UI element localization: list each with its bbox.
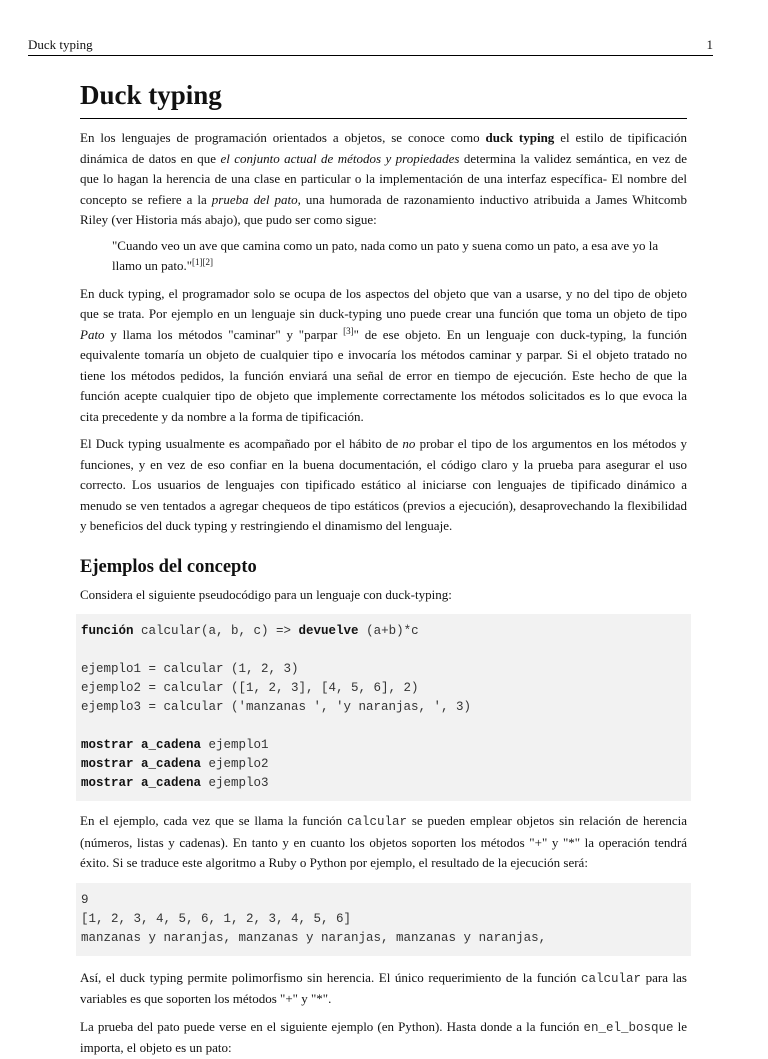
intro-text-2: el estilo de tipificación dinámica de datos en que [80,130,687,166]
quote-text: "Cuando veo un ave que camina como un pato, nada como un pato y suena como un pato, a esa ave yo la llamo un pato." [112,237,659,273]
output-line: [1, 2, 3, 4, 5, 6, 1, 2, 3, 4, 5, 6] [81,911,352,926]
para2-text-2: y llama los métodos "caminar" y "parpar [104,326,344,342]
running-header-title: Duck typing [28,37,93,52]
code-line [76,755,691,774]
inline-code: en_el_bosque [583,1020,674,1035]
code-text: (a+b)*c [358,624,419,638]
para2-reference-link[interactable]: [3] [343,325,354,336]
paragraph-5 [80,968,687,1010]
para3-italic: no [402,436,416,451]
output-block [76,883,691,956]
inline-code: calcular [346,815,407,829]
para2-italic: Pato [80,326,105,342]
code-text: ejemplo3 [201,776,269,790]
para6-text-2: le importa, el objeto es un pato: [80,1018,687,1055]
intro-paragraph [80,128,687,231]
code-keyword: mostrar a_cadena [81,738,202,752]
intro-italic-1: el conjunto actual de métodos y propiedades [220,150,460,166]
intro-text-3: determina la validez semántica, en vez de que lo hagan la herencia de una clase en particular o la implementación de una interfaz específica- El nombre del concepto se refiere a la [80,150,687,207]
output-line: 9 [81,892,89,907]
section-heading-examples: Ejemplos del concepto [80,556,257,577]
paragraph-6 [80,1017,687,1059]
code-blank-line [76,717,691,736]
code-line [76,774,691,793]
code-line [76,736,691,755]
para2-text-1: En duck typing, el programador solo se ocupa de los aspectos del objeto que van a usarse, y no del tipo de objeto que se trata. Por ejemplo en un lenguaje sin duck-typing uno puede crear una función que toma un objeto de tipo [80,285,687,321]
code-keyword: mostrar a_cadena [81,757,202,771]
pseudocode-block [76,614,691,801]
quote-reference-links[interactable]: [1][2] [192,257,214,267]
code-text: ejemplo1 [201,738,269,752]
intro-term-bold: duck typing [485,130,555,145]
running-header [28,37,713,56]
page-number: 1 [706,37,713,52]
output-line: manzanas y naranjas, manzanas y naranjas, manzanas y naranjas, [81,930,547,945]
para5-text-2: para las variables es que soporten los métodos "+" y "*". [80,969,687,1006]
article-body [80,78,687,1059]
code-line: ejemplo1 = calcular (1, 2, 3) [81,662,299,676]
code-keyword: devuelve [298,624,359,638]
code-line: ejemplo2 = calcular ([1, 2, 3], [4, 5, 6], 2) [81,681,419,695]
intro-italic-2: prueba del pato [211,191,298,207]
code-line [76,622,691,641]
para4-text-2: se pueden emplear objetos sin relación de herencia (números, listas y cadenas). En tanto y en cuanto los objetos soporten los métodos "+" y "*" la operación tendrá éxito. Si se traduce este algoritmo a Ruby o Python por ejemplo, el resultado de la ejecución será: [80,813,687,870]
para2-text-3: " de ese objeto. En un lenguaje con duck-typing, la función equivalente tomaría un objeto de cualquier tipo e invocaría los métodos caminar y parpar. Si el objeto tratado no tiene los métodos pedidos, la función enviará una señal de error en tiempo de ejecución. Este hecho de que la función acepte cualquier tipo de objeto que implemente correctamente los métodos solicitados es lo que evoca la cita precedente y da nombre a la forma de tipificación. [80,326,687,424]
paragraph-4 [80,811,687,874]
article-title: Duck typing [80,78,687,119]
paragraph-3 [80,434,687,537]
para3-text-2: probar el tipo de los argumentos en los métodos y funciones, y en vez de eso confiar en la buena documentación, el código claro y la prueba para asegurar el uso correcto. Los usuarios de lenguajes con tipificado estático al iniciarse con lenguajes de tipificado dinámico a menudo se ven tentados a agregar chequeos de tipo estáticos (previos a ejecución), desaprovechando la flexibilidad y beneficios del duck typing y restringiendo el dinamismo del lenguaje. [80,436,687,533]
section-intro: Considera el siguiente pseudocódigo para un lenguaje con duck-typing: [80,586,452,602]
duck-test-quote [112,236,687,277]
code-keyword: función [81,624,134,638]
code-text: calcular(a, b, c) => [133,624,299,638]
para3-text-1: El Duck typing usualmente es acompañado por el hábito de [80,436,403,451]
paragraph-2 [80,284,687,428]
para6-text-1: La prueba del pato puede verse en el siguiente ejemplo (en Python). Hasta donde a la función [80,1018,584,1034]
para5-text-1: Así, el duck typing permite polimorfismo sin herencia. El único requerimiento de la función [80,969,581,985]
para4-text-1: En el ejemplo, cada vez que se llama la función [80,813,347,828]
intro-text-1: En los lenguajes de programación orientados a objetos, se conoce como [80,130,486,145]
intro-text-4: , una humorada de razonamiento inductivo atribuida a James Whitcomb Riley (ver Historia más abajo), que pudo ser como sigue: [80,191,687,227]
code-text: ejemplo2 [201,757,269,771]
code-blank-line [76,641,691,660]
code-line: ejemplo3 = calcular ('manzanas ', 'y naranjas, ', 3) [81,700,472,714]
code-keyword: mostrar a_cadena [81,776,202,790]
inline-code: calcular [581,971,642,986]
